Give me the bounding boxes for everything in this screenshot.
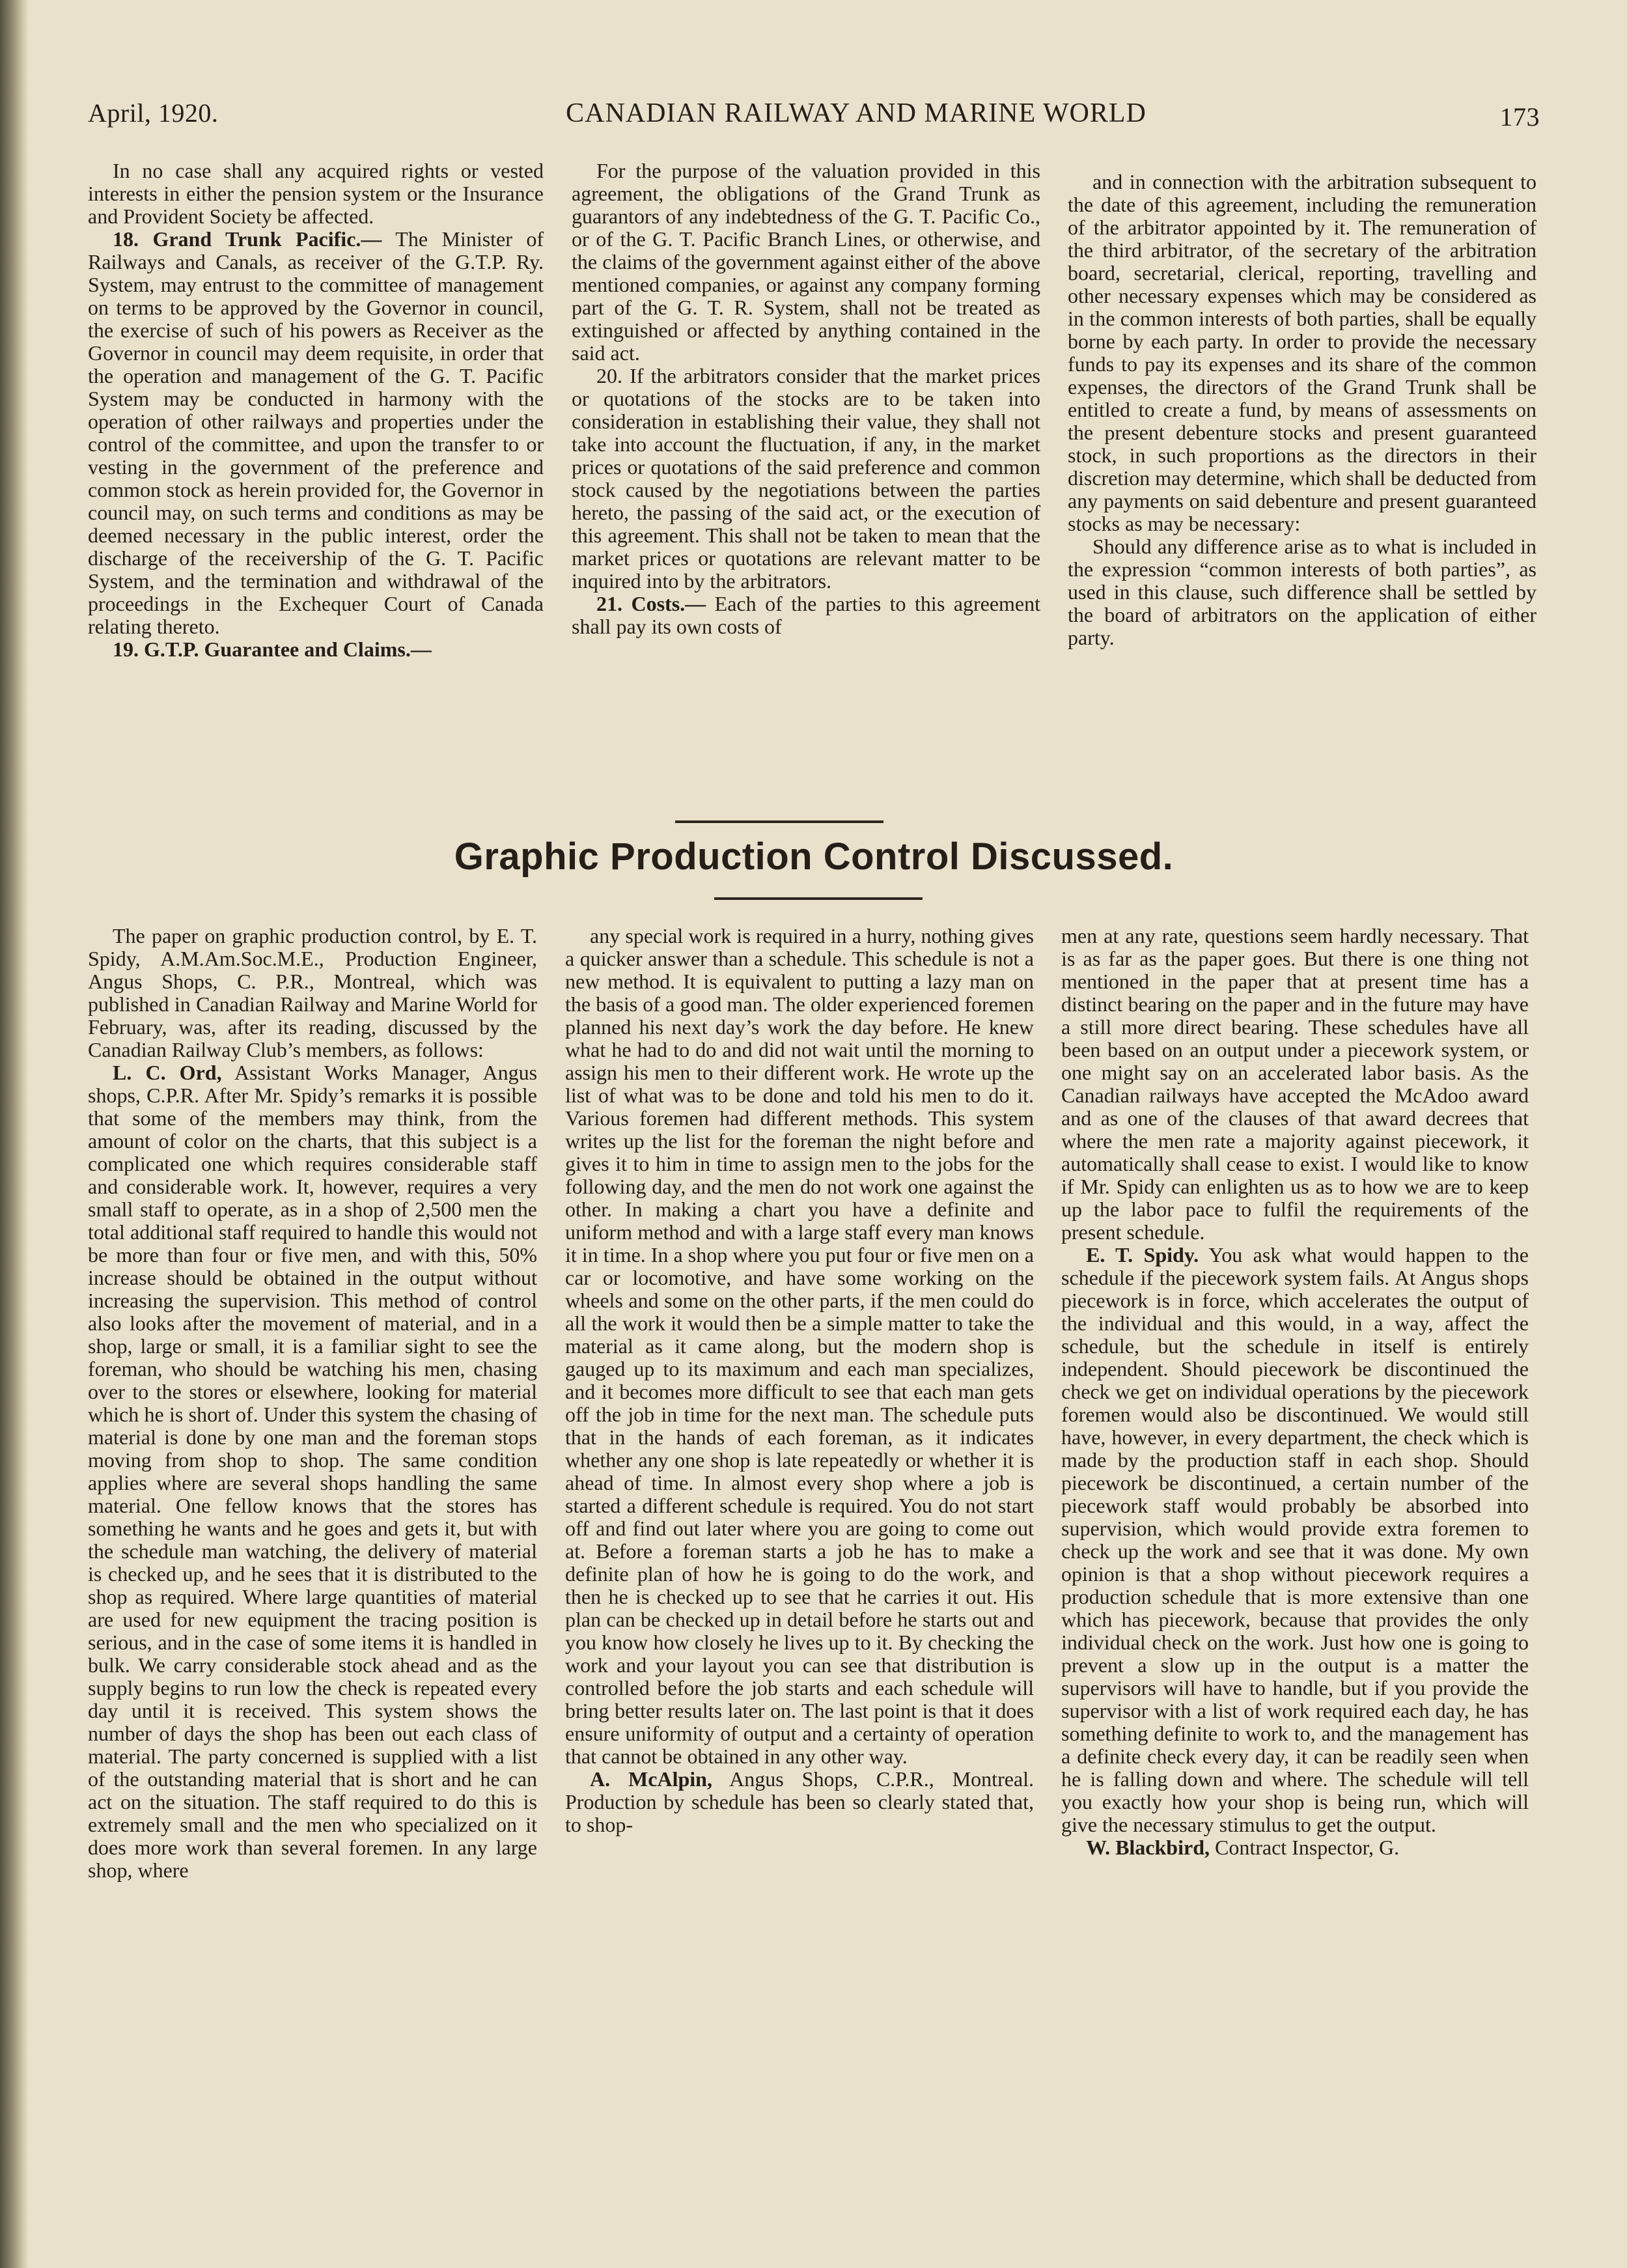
paragraph: [88, 638, 544, 661]
paragraph: [1061, 1244, 1529, 1836]
paragraph: [572, 593, 1040, 638]
paragraph: [1061, 1836, 1529, 1859]
paragraph-heading: A. McAlpin,: [590, 1767, 712, 1791]
page-number: 173: [1499, 102, 1540, 132]
paragraph-text: 20. If the arbitrators consider that the market prices or quotations of the stocks are to be taken into consideration in establishing their value, they shall not take into account the fluctuation, if any, in the market prices or quotations of the said preference and common stock caused by the negotiations between the parties hereto, the passing of the said act, or the execution of this agreement. This shall not be taken to mean that the market prices or quotations are relevant matter to be inquired into by the arbitrators.: [572, 364, 1040, 593]
section-divider-top: [675, 820, 883, 823]
paragraph-text: For the purpose of the valuation provided in this agreement, the obligations of the Grand Trunk as guarantors of any indebtedness of the G. T. Pacific Co., or of the G. T. Pacific Branch Lines, or otherwise, and the claims of the government against either of the above mentioned companies, or against any company forming part of the G. T. R. System, shall not be treated as extinguished or affected by anything contained in the said act.: [572, 159, 1040, 365]
paragraph: [88, 228, 544, 638]
paragraph: [88, 1061, 537, 1882]
paragraph-text: Angus Shops, C.P.R., Montreal. Production by schedule has been so clearly stated that, to shop-: [565, 1767, 1035, 1836]
paragraph-text: The paper on graphic production control, by E. T. Spidy, A.M.Am.Soc.M.E., Production Engineer, Angus Shops, C. P.R., Montreal, which was published in Canadian Railway and Marine World for February, was, after its reading, discussed by the Canadian Railway Club’s members, as follows:: [88, 924, 537, 1061]
article-column-2: [565, 925, 1034, 2240]
paragraph-text: any special work is required in a hurry, nothing gives a quicker answer than a schedule. This schedule is not a new method. It is equivalent to putting a lazy man on the basis of a good man. The older experienced foremen planned his next day’s work the day before. He knew what he had to do and did not wait until the morning to assign his men to their different work. He wrote up the list of what was to be done and told his men to do it. Various foremen had different methods. This system writes up the list for the foreman the night before and gives it to him in time to assign men to the jobs for the following day, and the men do not work one against the other. In making a chart you have a definite and uniform method and with a large staff every man knows it in time. In a shop where you put four or five men on a car or locomotive, and have some working on the wheels and some on the other parts, if the men could do all the work it would then be a simple matter to take the material as it came along, but the modern shop is gauged up to its maximum and each man specializes, and it becomes more difficult to see that each man gets off the job in time for the next man. The schedule puts that in the hands of each foreman, as it indicates whether any one shop is late repeatedly or whether it is ahead of time. In almost every shop where a job is started a different schedule is required. You do not start off and find out later where you are going to come out at. Before a foreman starts a job he has to make a definite plan of how he is going to do the work, and then he is checked up to see that he carries it out. His plan can be checked up in detail before he starts out and you know how closely he lives up to it. By checking the work and your layout you can see that distribution is controlled before the job starts and each schedule will bring better results later on. The last point is that it does ensure uniformity of output and a certainty of operation that cannot be obtained in any other way.: [565, 924, 1034, 1768]
paragraph-heading: 18. Grand Trunk Pacific.—: [113, 227, 382, 251]
paragraph: [88, 925, 537, 1061]
paragraph-text: Should any difference arise as to what is included in the expression “common interests of both parties”, as used in this clause, such difference shall be settled by the board of arbitrators on the application of either party.: [1068, 535, 1537, 649]
paragraph: [1061, 925, 1529, 1244]
paragraph-heading: L. C. Ord,: [113, 1061, 222, 1084]
paragraph: [572, 160, 1040, 365]
paragraph: [565, 925, 1034, 1768]
paragraph-heading: E. T. Spidy.: [1086, 1243, 1199, 1267]
paragraph-text: You ask what would happen to the schedule if the piecework system fails. At Angus shops piecework is in force, which accelerates the output of the individual and this would, in a way, affect the schedule, but the schedule in itself is entirely independent. Should piecework be discontinued the check we get on individual operations by the piecework foremen would also be discontinued. We would still have, however, in every department, the check which is made by the production staff in each shop. Should piecework be discontinued, a certain number of the piecework staff would probably be absorbed into supervision, which would provide extra foremen to check up the work and see that it was done. My own opinion is that a shop without piecework requires a production schedule that is more extensive than one which has piecework, because that provides the only individual check on the work. Just how one is going to prevent a slow up in the output is a matter the supervisors will have to handle, but if you provide the supervisor with a list of work required each day, he has something definite to work to, and the management has a definite check every day, it can be readily seen when he is falling down and where. The schedule will tell you exactly how your shop is being run, which will give the necessary stimulus to get the output.: [1061, 1243, 1529, 1836]
paragraph-text: In no case shall any acquired rights or vested interests in either the pension system or the Insurance and Provident Society be affected.: [88, 159, 544, 228]
paragraph: [88, 160, 544, 228]
paragraph-heading: W. Blackbird,: [1086, 1836, 1210, 1859]
paragraph-text: The Minister of Railways and Canals, as receiver of the G.T.P. Ry. System, may entrust to the committee of management on terms to be approved by the Governor in council, the exercise of such of his powers as Receiver as the Governor in council may deem requisite, in order that the operation and management of the G. T. Pacific System may be conducted in harmony with the operation of other railways and properties under the control of the committee, and upon the transfer to or vesting in the government of the preference and common stock as herein provided for, the Governor in council may, on such terms and conditions as may be deemed necessary in the public interest, order the discharge of the receivership of the G. T. Pacific System, and the termination and withdrawal of the proceedings in the Exchequer Court of Canada relating thereto.: [88, 227, 544, 638]
paragraph-text: and in connection with the arbitration subsequent to the date of this agreement, including the remuneration of the arbitrator appointed by it. The remuneration of the third arbitrator, of the secretary of the arbitration board, secretarial, clerical, reporting, travelling and other necessary expenses which may be considered as in the common interests of both parties, shall be equally borne by each party. In order to provide the necessary funds to pay its expenses and its share of the common expenses, the directors of the Grand Trunk shall be entitled to create a fund, by means of assessments on the present debenture stocks and present guaranteed stock, in such proportions as the directors in their discretion may determine, which shall be deducted from any payments on said debenture and present guaranteed stocks as may be necessary:: [1068, 170, 1537, 535]
page-binding-shadow: [0, 0, 29, 2268]
top-column-3: [1068, 171, 1537, 805]
paragraph-text: men at any rate, questions seem hardly necessary. That is as far as the paper goes. But there is one thing not mentioned in the paper that at present time has a distinct bearing on the paper and in the future may have a still more direct bearing. These schedules have all been based on an output under a piecework system, or one might say on an accelerated labor basis. As the Canadian railways have accepted the McAdoo award and as one of the clauses of that award decrees that where the men rate a majority against piecework, it automatically shall cease to exist. I would like to know if Mr. Spidy can enlighten us as to how we are to keep up the labor pace to fulfil the requirements of the present schedule.: [1061, 924, 1529, 1244]
page-header: [88, 98, 1540, 143]
issue-date: April, 1920.: [88, 98, 219, 128]
paragraph: [1068, 535, 1537, 649]
paragraph-text: Assistant Works Manager, Angus shops, C.P.R. After Mr. Spidy’s remarks it is possible that some of the members may think, from the amount of color on the charts, that this subject is a complicated one which requires considerable staff and considerable work. It, however, requires a very small staff to operate, as in a shop of 2,500 men the total additional staff required to handle this would not be more than four or five men, and with this, 50% increase should be obtained in the output without increasing the supervision. This method of control also looks after the movement of material, and in a shop, large or small, it is a familiar sight to see the foreman, who should be watching his men, chasing over to the stores or elsewhere, looking for material which he is short of. Under this system the chasing of material is done by one man and the foreman stops moving from shop to shop. The same condition applies where are several shops handling the same material. One fellow knows that the stores has something he wants and he goes and gets it, but with the schedule man watching, the delivery of material is checked up, and he sees that it is distributed to the shop as required. Where large quantities of material are used for new equipment the tracing position is serious, and in the case of some items it is handled in bulk. We carry considerable stock ahead and as the supply begins to run low the check is repeated every day until it is received. This system shows the number of days the shop has been out each class of material. The party concerned is supplied with a list of the outstanding material that is short and he can act on the situation. The staff required to do this is extremely small and the men who specialized on it does more work than several foremen. In any large shop, where: [88, 1061, 538, 1882]
article-column-3: [1061, 925, 1529, 2240]
top-column-2: [572, 160, 1040, 794]
paragraph-text: Contract Inspector, G.: [1214, 1836, 1400, 1859]
paragraph-heading: 21. Costs.—: [596, 592, 706, 615]
paragraph: [1068, 171, 1537, 535]
paragraph: [572, 365, 1040, 593]
paragraph-text: Each of the parties to this agreement shall pay its own costs of: [572, 592, 1041, 638]
article-column-1: [88, 925, 537, 2240]
section-divider-bottom: [714, 897, 923, 900]
paragraph-heading: 19. G.T.P. Guarantee and Claims.—: [113, 637, 432, 661]
article-headline: Graphic Production Control Discussed.: [454, 835, 1174, 878]
paragraph: [565, 1768, 1034, 1836]
top-column-1: [88, 160, 544, 794]
journal-title: CANADIAN RAILWAY AND MARINE WORLD: [566, 98, 1147, 128]
